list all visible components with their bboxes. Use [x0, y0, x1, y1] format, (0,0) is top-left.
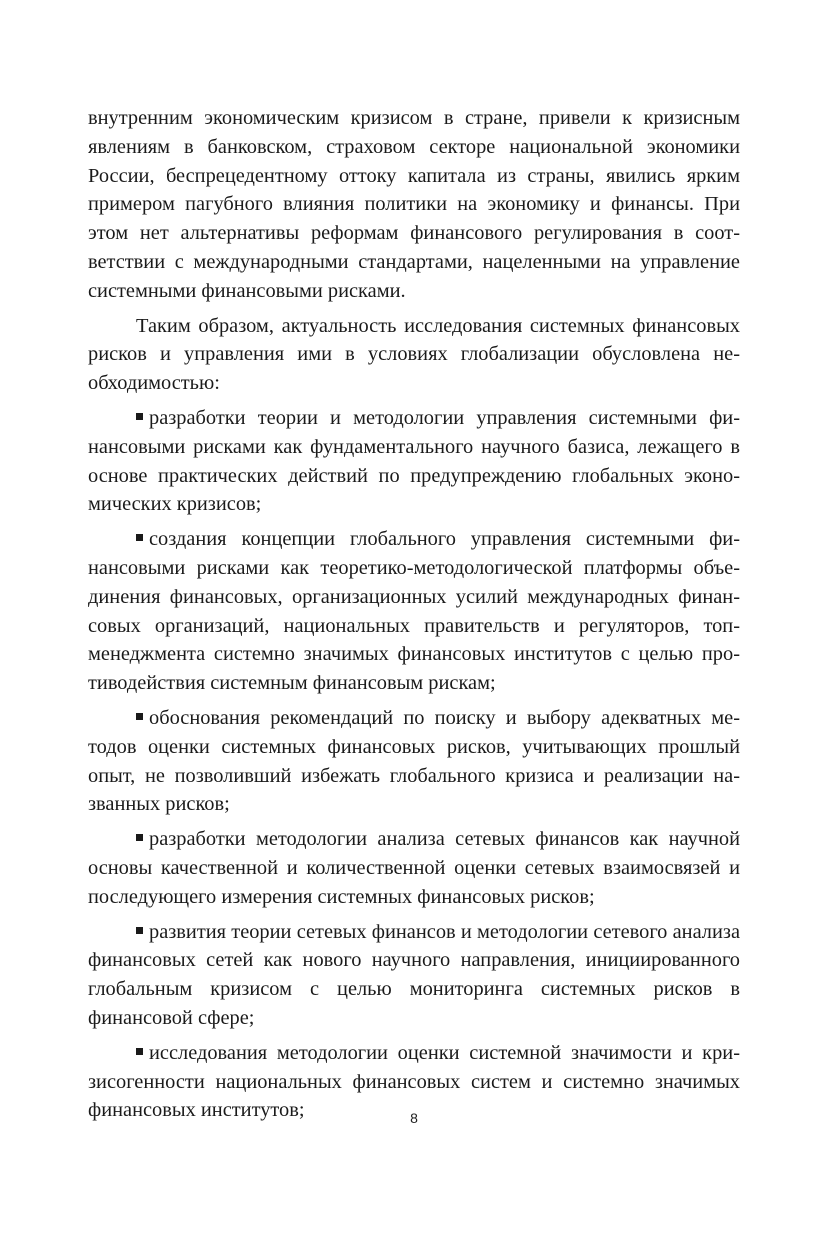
square-bullet-icon	[136, 413, 143, 420]
square-bullet-icon	[136, 834, 143, 841]
bullet-item	[88, 404, 740, 519]
bullet-item	[88, 825, 740, 911]
bullet-item	[88, 918, 740, 1033]
square-bullet-icon	[136, 927, 143, 934]
square-bullet-icon	[136, 713, 143, 720]
paragraph-relevance-intro: Таким образом, актуальность исследования системных финансовых рисков и управления ими в условиях глобализации обусловлена необходимостью:	[88, 314, 740, 395]
bullet-item-text: разработки методологии анализа сетевых финансов как научной основы качественной и количественной оценки сетевых взаимосвязей и последующего измерения системных финансовых рисков;	[88, 828, 740, 908]
bullet-item-text: разработки теории и методологии управления системными финансовыми рисками как фундаментального научного базиса, лежащего в основе практических действий по предупреждению глобальных экономических кризисов;	[88, 406, 740, 516]
bullet-item	[88, 704, 740, 819]
bullet-item-text: обоснования рекомендаций по поиску и выбору адекватных методов оценки системных финансовых рисков, учитывающих прошлый опыт, не позволивший избежать глобального кризиса и реализации названных рисков;	[88, 706, 740, 816]
square-bullet-icon	[136, 1048, 143, 1055]
page-number: 8	[410, 1110, 418, 1126]
bullet-item-text: развития теории сетевых финансов и методологии сетевого анализа финансовых сетей как нового научного направления, инициированного глобальным кризисом с целью мониторинга системных рисков в финансовой сфере;	[88, 920, 740, 1029]
paragraph-continuation: внутренним экономическим кризисом в стране, привели к кризисным явлениям в банковском, страховом секторе национальной экономики России, беспрецедентному оттоку капитала из страны, явились ярким примером пагубного влияния политики на экономику и финансы. При этом нет альтернативы реформам финансового регулирования в соответствии с международными стандартами, нацеленными на управление системными финансовыми рисками.	[88, 107, 740, 302]
bullet-item-text: создания концепции глобального управления системными финансовыми рисками как теоретико-методологической платформы объединения финансовых, организационных усилий международных финансовых организаций, национальных правительств и регуляторов, топ-менеджмента системно значимых финансовых институтов с целью противодействия системным финансовым рискам;	[88, 528, 740, 695]
square-bullet-icon	[136, 534, 143, 541]
bullet-item-text: исследования методологии оценки системной значимости и кризисогенности национальных финансовых систем и системно значимых финансовых институтов;	[88, 1041, 740, 1122]
page-body	[88, 104, 740, 1125]
bullet-item	[88, 525, 740, 698]
